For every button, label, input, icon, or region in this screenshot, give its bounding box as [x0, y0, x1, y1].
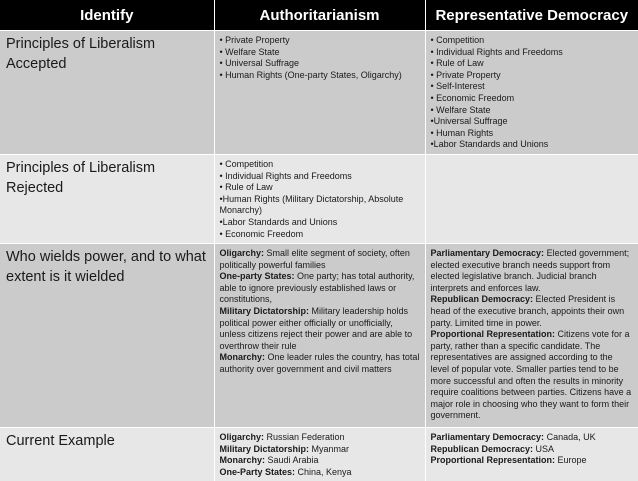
bullet-item: •Universal Suffrage — [430, 116, 508, 127]
bullet-item: • Competition — [219, 158, 274, 169]
term-description: Small elite segment of society, often politically powerful families — [219, 248, 410, 270]
definition-entry — [220, 248, 420, 271]
bullet-item: • Private Property — [219, 35, 290, 45]
bullet-item: • Rule of Law — [430, 58, 484, 69]
bullet-item: • Human Rights (One-party States, Oligarchy) — [219, 69, 402, 80]
cell-accepted-democracy — [425, 31, 638, 155]
cell-accepted-authoritarianism — [214, 31, 425, 155]
term-label: Proportional Representation: — [430, 329, 556, 340]
definition-entry — [431, 294, 634, 329]
cell-example-democracy — [425, 428, 638, 481]
term-description: Myanmar — [309, 443, 350, 454]
bullet-item: • Individual Rights and Freedoms — [430, 46, 563, 57]
definition-entry — [431, 432, 634, 444]
term-label: Parliamentary Democracy: — [430, 248, 545, 259]
bullet-item: • Human Rights — [430, 127, 494, 138]
header-row — [0, 0, 638, 31]
definition-entry — [220, 467, 420, 479]
accepted-democracy-list — [431, 35, 634, 151]
bullet-item: •Labor Standards and Unions — [430, 139, 549, 150]
power-democracy-entries — [431, 248, 634, 422]
bullet-item: • Rule of Law — [219, 182, 273, 193]
term-description: Citizens vote for a party, rather than a specific candidate. The representatives are assigned according to the level of popular vote. Smaller parties tend to be more successful and often the results in minority require coalitions between parties. Citizens have a major role in choosing who they want to form their government. — [430, 329, 632, 421]
bullet-item: • Economic Freedom — [430, 92, 515, 103]
term-description: Russian Federation — [264, 432, 345, 443]
example-democracy-entries — [431, 432, 634, 467]
term-label: One-Party States: — [219, 466, 296, 477]
definition-entry — [220, 455, 420, 467]
term-description: Saudi Arabia — [265, 455, 319, 466]
cell-power-authoritarianism — [214, 244, 425, 428]
header-representative-democracy: Representative Democracy — [425, 0, 638, 31]
row-label-accepted: Principles of Liberalism Accepted — [0, 31, 214, 155]
term-label: Oligarchy: — [219, 248, 265, 259]
bullet-item: • Individual Rights and Freedoms — [219, 170, 352, 181]
bullet-item: • Competition — [430, 35, 485, 45]
term-description: China, Kenya — [295, 466, 352, 477]
header-authoritarianism: Authoritarianism — [214, 0, 425, 31]
bullet-item: • Private Property — [430, 69, 501, 80]
bullet-item: • Welfare State — [219, 46, 280, 57]
bullet-item: •Labor Standards and Unions — [219, 216, 338, 227]
row-current-example — [0, 428, 638, 481]
term-label: One-party States: — [219, 271, 295, 282]
term-label: Oligarchy: — [219, 432, 265, 443]
accepted-authoritarianism-list — [220, 35, 420, 81]
bullet-item: •Human Rights (Military Dictatorship, Absolute Monarchy) — [219, 193, 404, 216]
bullet-item: • Welfare State — [430, 104, 491, 115]
definition-entry — [220, 444, 420, 456]
term-label: Military Dictatorship: — [219, 443, 310, 454]
row-label-example: Current Example — [0, 428, 214, 481]
term-description: Elected government; elected executive branch needs support from elected legislative branch. Judicial branch interprets and enforces law. — [430, 248, 630, 293]
term-label: Monarchy: — [219, 352, 266, 363]
row-principles-accepted — [0, 31, 638, 155]
term-description: Military leadership holds political power either officially or unofficially, unless citizens reject their power and are able to overthrow their rule — [219, 306, 413, 351]
term-label: Military Dictatorship: — [219, 306, 310, 317]
bullet-item: • Universal Suffrage — [219, 58, 300, 69]
example-authoritarianism-entries — [220, 432, 420, 478]
term-description: One party; has total authority, able to ignore previously established laws or constitutions, — [219, 271, 415, 305]
definition-entry — [220, 271, 420, 306]
term-description: Europe — [555, 455, 587, 466]
cell-power-democracy — [425, 244, 638, 428]
cell-rejected-democracy — [425, 154, 638, 243]
term-description: Canada, UK — [544, 432, 596, 443]
term-label: Republican Democracy: — [430, 294, 534, 305]
cell-rejected-authoritarianism — [214, 154, 425, 243]
definition-entry — [431, 329, 634, 422]
term-label: Proportional Representation: — [430, 455, 556, 466]
definition-entry — [431, 444, 634, 456]
definition-entry — [220, 352, 420, 375]
term-label: Monarchy: — [219, 455, 266, 466]
row-label-power: Who wields power, and to what extent is it wielded — [0, 244, 214, 428]
definition-entry — [220, 432, 420, 444]
definition-entry — [431, 248, 634, 294]
term-label: Parliamentary Democracy: — [430, 432, 545, 443]
definition-entry — [220, 306, 420, 352]
term-label: Republican Democracy: — [430, 443, 534, 454]
row-label-rejected: Principles of Liberalism Rejected — [0, 154, 214, 243]
rejected-authoritarianism-list — [220, 159, 420, 240]
header-identify: Identify — [0, 0, 214, 31]
row-principles-rejected — [0, 154, 638, 243]
power-authoritarianism-entries — [220, 248, 420, 376]
term-description: Elected President is head of the executive branch, appoints their own party. Limited time in power. — [430, 294, 625, 328]
cell-example-authoritarianism — [214, 428, 425, 481]
term-description: One leader rules the country, has total authority over government and civil matters — [219, 352, 420, 375]
bullet-item: • Economic Freedom — [219, 228, 304, 239]
definition-entry — [431, 455, 634, 467]
row-who-wields-power — [0, 244, 638, 428]
term-description: USA — [533, 443, 555, 454]
bullet-item: • Self-Interest — [430, 81, 485, 92]
